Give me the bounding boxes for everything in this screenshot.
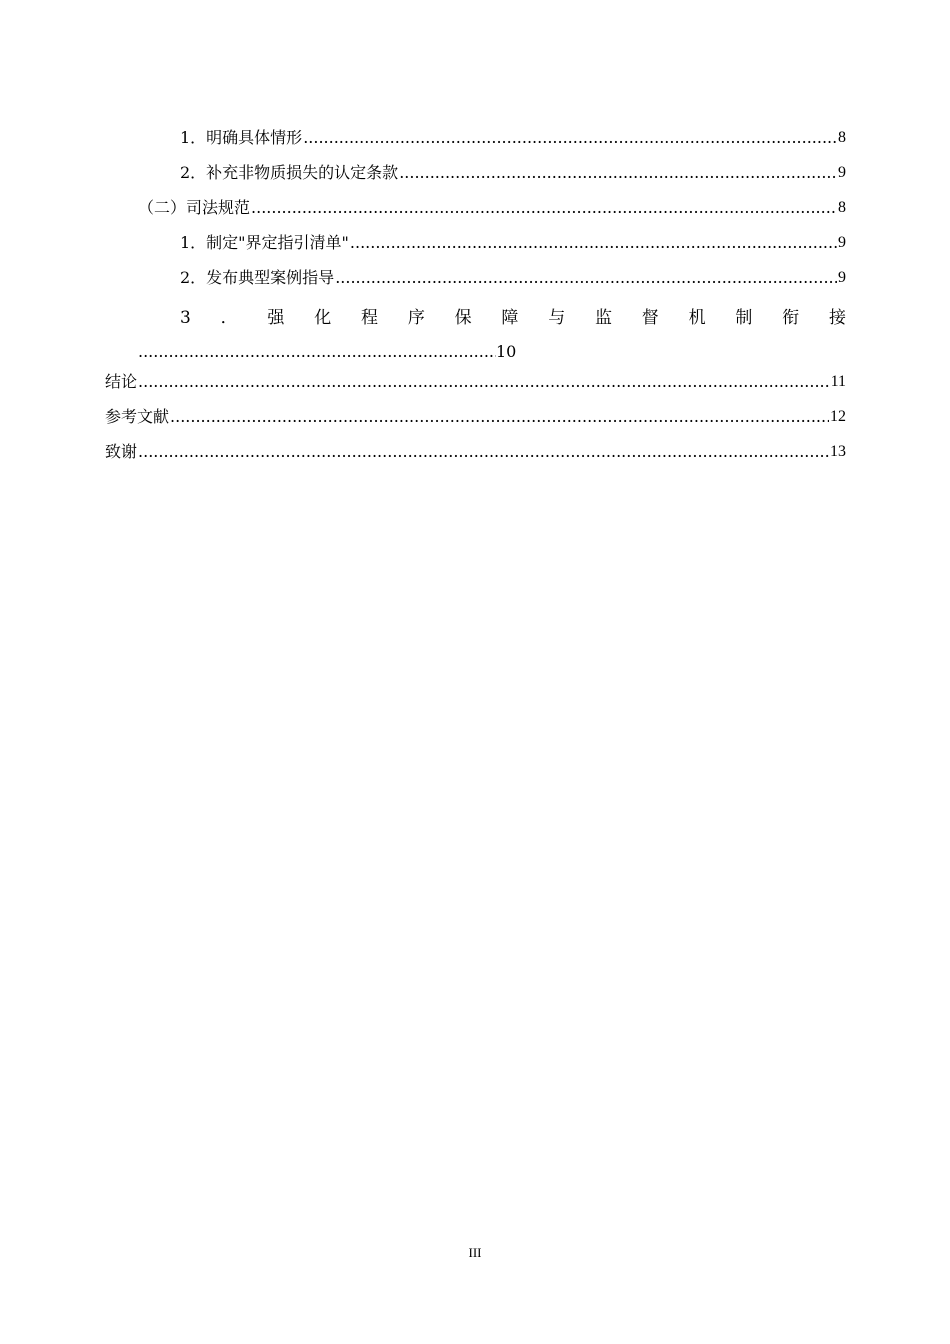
toc-chapter[interactable]: [105, 366, 846, 392]
toc-char: 保: [454, 308, 472, 328]
toc-char: 障: [501, 308, 519, 328]
toc-leader: [350, 233, 837, 253]
toc-entry[interactable]: [180, 122, 846, 148]
toc-char: 监: [595, 308, 612, 328]
toc-entry-label: 2．发布典型案例指导: [180, 268, 335, 287]
toc-chapter-page: 11: [830, 373, 846, 390]
toc-entry-wrapped-label[interactable]: [180, 302, 846, 328]
toc-char: 序: [407, 308, 425, 328]
toc-char: 机: [688, 308, 706, 328]
toc-entry[interactable]: [180, 262, 846, 288]
toc-char: 与: [548, 308, 566, 328]
toc-char: 强: [267, 308, 285, 328]
toc-leader: [399, 163, 837, 183]
toc-chapter-label: 参考文献: [105, 407, 170, 426]
toc-entry-page: 9: [838, 164, 846, 181]
toc-char: 化: [314, 308, 332, 328]
toc-entry-label: 2．补充非物质损失的认定条款: [180, 163, 399, 182]
toc-entry-page: 9: [838, 234, 846, 251]
toc-char: 3: [180, 308, 191, 328]
toc-char: ．: [220, 308, 238, 328]
toc-entry[interactable]: [138, 192, 846, 218]
toc-entry-page: 9: [838, 269, 846, 286]
toc-entry-label: 1．明确具体情形: [180, 128, 303, 147]
toc-entry-page: 10: [496, 342, 517, 361]
toc-entry-page: 8: [838, 199, 846, 216]
toc-char: 制: [735, 308, 753, 328]
toc-leader: [138, 372, 830, 392]
toc-chapter[interactable]: [105, 401, 846, 427]
toc-chapter-label: 结论: [105, 372, 138, 391]
toc-char: 衔: [782, 308, 800, 328]
toc-char: 接: [828, 308, 846, 328]
toc-chapter-page: 13: [830, 443, 846, 460]
toc-leader: [138, 342, 496, 362]
toc-leader: [138, 442, 829, 462]
toc-leader: [170, 407, 829, 427]
toc-chapter[interactable]: [105, 436, 846, 462]
toc-chapter-label: 致谢: [105, 442, 138, 461]
toc-entry-label: 1．制定"界定指引清单": [180, 233, 349, 252]
toc-entry[interactable]: [180, 227, 846, 253]
toc-entry-wrapped-continuation[interactable]: [138, 338, 516, 362]
toc-char: 程: [361, 308, 379, 328]
toc-entry[interactable]: [180, 157, 846, 183]
toc-leader: [303, 128, 837, 148]
toc-chapter-page: 12: [830, 408, 846, 425]
toc-leader: [335, 268, 837, 288]
page-footer-number: III: [468, 1245, 482, 1260]
toc-leader: [251, 198, 837, 218]
toc-char: 督: [641, 308, 659, 328]
toc-entry-page: 8: [838, 129, 846, 146]
toc-entry-label: （二）司法规范: [138, 198, 251, 217]
